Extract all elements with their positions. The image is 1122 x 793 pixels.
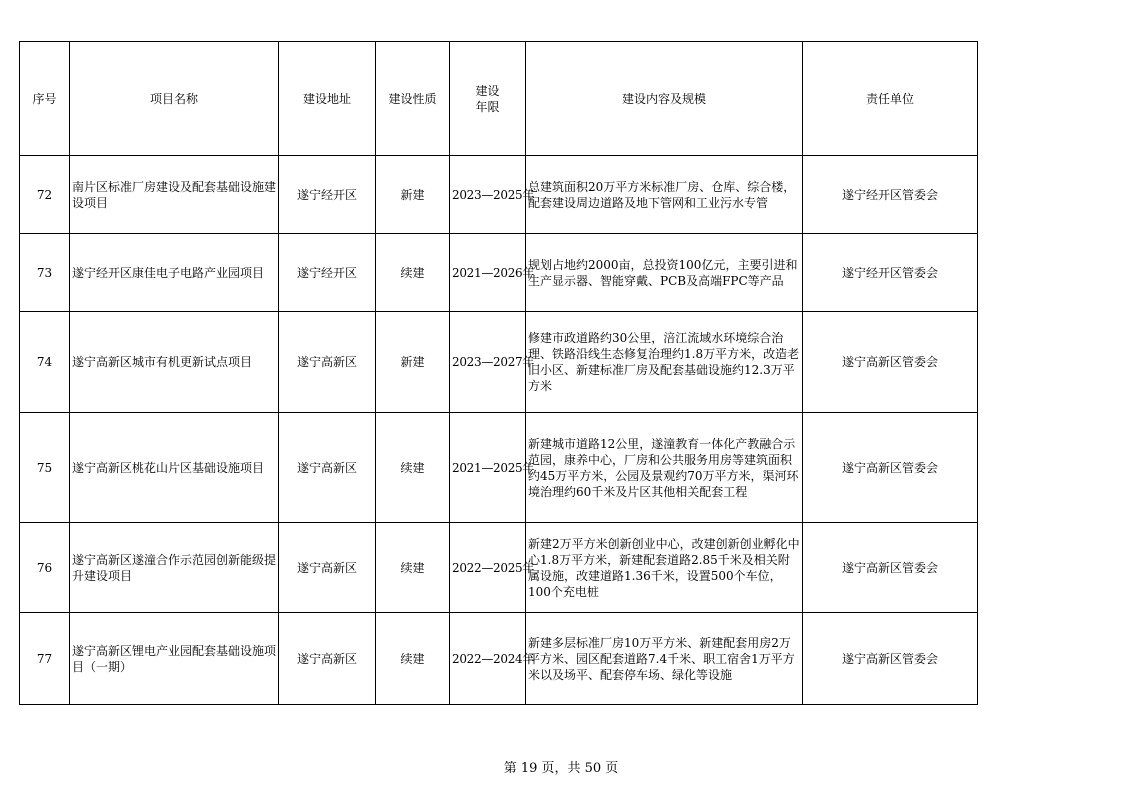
row-location: 遂宁高新区 [279, 523, 376, 613]
table-row [20, 523, 978, 613]
row-index: 76 [20, 523, 70, 613]
project-table [19, 41, 978, 705]
row-index: 74 [20, 312, 70, 413]
header-index: 序号 [20, 42, 70, 156]
row-nature: 新建 [376, 312, 450, 413]
row-location: 遂宁高新区 [279, 613, 376, 705]
row-period: 2023—2025年 [450, 156, 526, 234]
row-period: 2022—2025年 [450, 523, 526, 613]
header-period-line2: 年限 [475, 99, 500, 114]
row-unit: 遂宁经开区管委会 [803, 234, 978, 312]
row-content: 修建市政道路约30公里，涪江流域水环境综合治理、铁路沿线生态修复治理约1.8万平方米，改造老旧小区、新建标准厂房及配套基础设施约12.3万平方米 [526, 312, 803, 413]
table-row [20, 413, 978, 523]
header-name: 项目名称 [70, 42, 279, 156]
header-unit: 责任单位 [803, 42, 978, 156]
page-number: 第 19 页，共 50 页 [503, 761, 619, 776]
row-period: 2021—2026年 [450, 234, 526, 312]
header-row [20, 42, 978, 156]
row-nature: 续建 [376, 234, 450, 312]
row-nature: 续建 [376, 613, 450, 705]
row-unit: 遂宁经开区管委会 [803, 156, 978, 234]
row-unit: 遂宁高新区管委会 [803, 413, 978, 523]
row-name: 遂宁高新区桃花山片区基础设施项目 [70, 413, 279, 523]
row-unit: 遂宁高新区管委会 [803, 523, 978, 613]
table-row [20, 312, 978, 413]
row-index: 75 [20, 413, 70, 523]
row-period: 2022—2024年 [450, 613, 526, 705]
header-period-line1: 建设 [475, 83, 500, 98]
row-location: 遂宁经开区 [279, 234, 376, 312]
table-row [20, 156, 978, 234]
row-location: 遂宁高新区 [279, 413, 376, 523]
row-location: 遂宁经开区 [279, 156, 376, 234]
row-period: 2023—2027年 [450, 312, 526, 413]
row-name: 遂宁经开区康佳电子电路产业园项目 [70, 234, 279, 312]
row-name: 遂宁高新区城市有机更新试点项目 [70, 312, 279, 413]
row-nature: 续建 [376, 413, 450, 523]
row-content: 新建多层标准厂房10万平方米、新建配套用房2万平方米、园区配套道路7.4千米、职工宿舍1万平方米以及场平、配套停车场、绿化等设施 [526, 613, 803, 705]
row-index: 77 [20, 613, 70, 705]
header-content: 建设内容及规模 [526, 42, 803, 156]
header-nature: 建设性质 [376, 42, 450, 156]
row-content: 新建2万平方米创新创业中心，改建创新创业孵化中心1.8万平方米，新建配套道路2.85千米及相关附属设施，改建道路1.36千米，设置500个车位，100个充电桩 [526, 523, 803, 613]
row-unit: 遂宁高新区管委会 [803, 613, 978, 705]
row-index: 73 [20, 234, 70, 312]
row-nature: 新建 [376, 156, 450, 234]
table-row [20, 234, 978, 312]
header-location: 建设地址 [279, 42, 376, 156]
row-name: 遂宁高新区锂电产业园配套基础设施项目（一期） [70, 613, 279, 705]
row-unit: 遂宁高新区管委会 [803, 312, 978, 413]
row-content: 规划占地约2000亩，总投资100亿元，主要引进和生产显示器、智能穿戴、PCB及高端FPC等产品 [526, 234, 803, 312]
row-content: 总建筑面积20万平方米标准厂房、仓库、综合楼，配套建设周边道路及地下管网和工业污水专管 [526, 156, 803, 234]
row-period: 2021—2025年 [450, 413, 526, 523]
header-period [450, 42, 526, 156]
row-name: 南片区标准厂房建设及配套基础设施建设项目 [70, 156, 279, 234]
table-row [20, 613, 978, 705]
row-name: 遂宁高新区遂潼合作示范园创新能级提升建设项目 [70, 523, 279, 613]
row-location: 遂宁高新区 [279, 312, 376, 413]
row-content: 新建城市道路12公里，遂潼教育一体化产教融合示范园，康养中心，厂房和公共服务用房等建筑面积约45万平方米，公园及景观约70万平方米，渠河环境治理约60千米及片区其他相关配套工程 [526, 413, 803, 523]
row-index: 72 [20, 156, 70, 234]
row-nature: 续建 [376, 523, 450, 613]
